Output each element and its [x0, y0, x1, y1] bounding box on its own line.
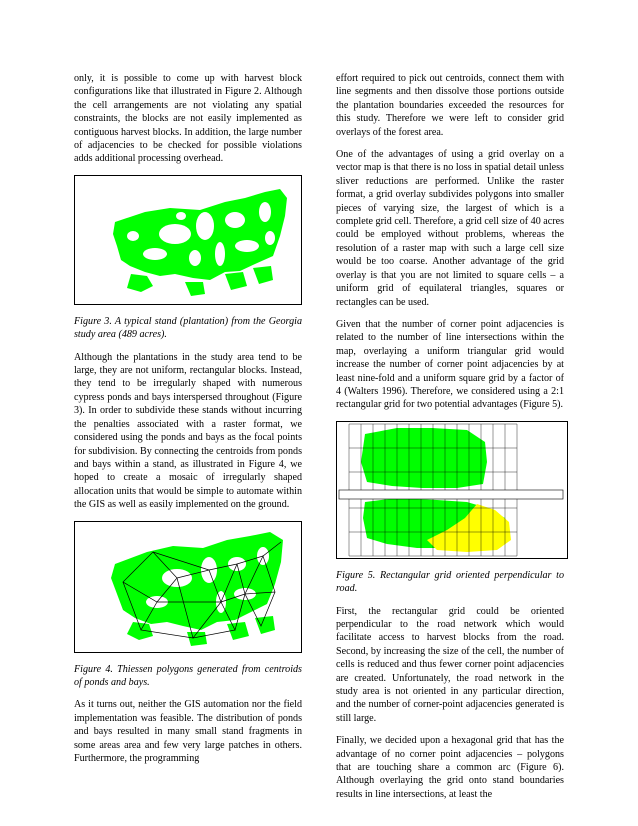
figure-5-caption: Figure 5. Rectangular grid oriented perpendicular to road.: [336, 569, 564, 595]
figure-4: [74, 521, 302, 653]
paragraph: Finally, we decided upon a hexagonal grid that has the advantage of no corner point adjacencies – polygons that are touching share a common arc (Figure 6). Although overlaying the grid onto stand boundaries results in line intersections, at least the: [336, 735, 564, 800]
paragraph: One of the advantages of using a grid overlay on a vector map is that there is no loss in spatial detail unless sliver reductions are performed. Unlike the raster format, a grid overlay subdivides polygons into smaller pieces of varying size, the largest of which is a complete grid cell. Therefore, a grid cell size of 40 acres could be employed without problems, whereas the resolution of a raster map with such a large cell size would be too coarse. Another advantage of the grid overlay is that you are not limited to square cells – a uniform grid of equilateral triangles, squares or rectangles can be used.: [336, 149, 564, 308]
right-column: [336, 72, 564, 810]
paragraph: effort required to pick out centroids, connect them with line segments and then dissolve those portions outside the plantation boundaries exceeded the resources for this study. Therefore we were left to consider grid overlays of the forest area.: [336, 73, 564, 138]
paragraph: As it turns out, neither the GIS automation nor the field implementation was feasible. The distribution of ponds and bays resulted in many small stand fragments in some areas area and few very large patches in others. Furthermore, the programming: [74, 699, 302, 764]
thiessen-map: [75, 522, 301, 652]
paragraph: Given that the number of corner point adjacencies is related to the number of line intersections within the map, overlaying a uniform triangular grid would increase the number of corner point adjacencies by at least nine-fold and a uniform square grid by a factor of 4 (Walters 1996). Therefore, we considered using a 2:1 rectangular grid for two potential advantages (Figure 5).: [336, 318, 564, 411]
paragraph: only, it is possible to come up with harvest block configurations like that illustrated in Figure 2. Although the cell arrangements are not violating any spatial constraints, the blocks are not easily implemented as contiguous harvest blocks. In addition, the large number of adjacencies to be checked for possible violations adds additional processing overhead.: [74, 73, 302, 165]
paragraph: First, the rectangular grid could be oriented perpendicular to the road network which would facilitate access to harvest blocks from the road. Second, by increasing the size of the cell, the number of cells is reduced and thus fewer corner point adjacencies are created. Unfortunately, the road network in the study area is not oriented in any particular direction, and the number of corner-point adjacencies generated is still large.: [336, 605, 564, 724]
rectangular-grid-map: [337, 422, 567, 558]
figure-3-caption: Figure 3. A typical stand (plantation) from the Georgia study area (489 acres).: [74, 315, 302, 341]
figure-4-caption: Figure 4. Thiessen polygons generated from centroids of ponds and bays.: [74, 663, 302, 688]
stand-map: [75, 176, 301, 304]
figure-5: [336, 421, 568, 559]
figure-3: [74, 175, 302, 305]
paragraph: Although the plantations in the study area tend to be large, they are not uniform, rectangular blocks. Instead, they tend to be irregularly shaped with numerous cypress ponds and bays interspersed throughout (Figure 3). In order to subdivide these stands without incurring the penalties associated with a raster format, we considered using the ponds and bays as the focal points for subdivision. By connecting the centroids from ponds and bays within a stand, as illustrated in Figure 4, we hoped to create a mosaic of irregularly shaped allocation units that would be simple to automate within the GIS as well as easily implemented on the ground.: [74, 351, 302, 511]
left-column: [74, 72, 302, 774]
